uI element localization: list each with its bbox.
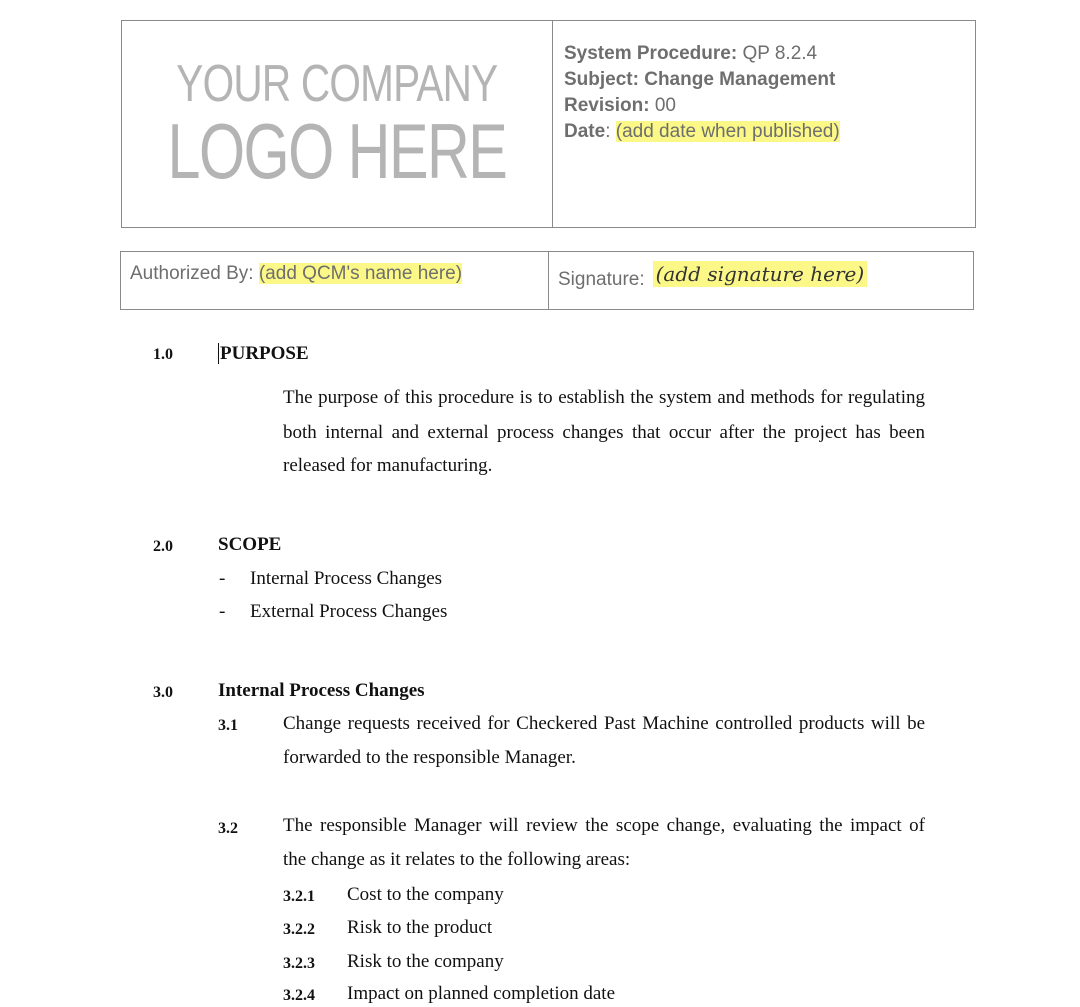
subsection-3-1-number: 3.1 [218,717,238,734]
item-3-2-3-text: Risk to the company [347,951,504,972]
authorized-by-value: (add QCM's name here) [258,263,463,284]
revision-row [564,93,975,119]
subsection-3-2-line-2: the change as it relates to the following areas: [283,849,631,870]
section-1-title-text: PURPOSE [220,343,309,364]
section-2-number: 2.0 [153,538,173,555]
subsection-3-2-line-1: The responsible Manager will review the scope change, evaluating the impact of [283,815,925,836]
signature-label: Signature: [558,269,645,290]
scope-bullet-2: - [219,601,226,622]
system-procedure-row [564,41,975,67]
section-3-title: Internal Process Changes [218,680,425,701]
item-3-2-1-text: Cost to the company [347,884,504,905]
date-row [564,119,975,145]
logo-line-1: YOUR COMPANY [176,55,498,113]
logo-line-2: LOGO HERE [167,107,507,195]
date-label: Date [564,121,606,142]
date-separator: : [605,121,611,142]
purpose-line-1: The purpose of this procedure is to establish the system and methods for regulating [283,387,925,408]
scope-bullet-1: - [219,568,226,589]
subsection-3-1-line-1: Change requests received for Checkered Past Machine controlled products will be [283,713,925,734]
subject-label: Subject: [564,69,639,90]
purpose-line-3: released for manufacturing. [283,455,493,476]
signature-value: (add signature here) [653,261,868,287]
system-procedure-label: System Procedure: [564,43,738,64]
item-3-2-4-number: 3.2.4 [283,987,315,1004]
item-3-2-2-number: 3.2.2 [283,921,315,938]
revision-label: Revision: [564,95,650,116]
item-3-2-2-text: Risk to the product [347,917,493,938]
item-3-2-3-number: 3.2.3 [283,955,315,972]
section-3-number: 3.0 [153,684,173,701]
section-1-title [218,343,309,365]
scope-item-1: Internal Process Changes [250,568,443,589]
logo-placeholder [122,21,553,227]
item-3-2-4-text: Impact on planned completion date [347,983,616,1004]
purpose-line-2: both internal and external process changes that occur after the project has been [283,422,925,443]
subsection-3-2-number: 3.2 [218,820,238,837]
document-header [121,20,976,228]
subject-row [564,67,975,93]
authorization-table [120,251,974,310]
subsection-3-1-line-2: forwarded to the responsible Manager. [283,747,576,768]
scope-item-2: External Process Changes [250,601,448,622]
procedure-info [553,21,975,227]
system-procedure-value: QP 8.2.4 [742,43,818,64]
subject-value: Change Management [644,69,836,90]
authorized-by-label: Authorized By: [130,263,254,284]
date-value: (add date when published) [615,121,840,142]
section-1-number: 1.0 [153,346,173,363]
item-3-2-1-number: 3.2.1 [283,888,315,905]
section-2-title: SCOPE [218,534,282,555]
authorized-by-cell [121,252,549,309]
signature-cell [549,252,973,309]
revision-value: 00 [654,95,676,116]
